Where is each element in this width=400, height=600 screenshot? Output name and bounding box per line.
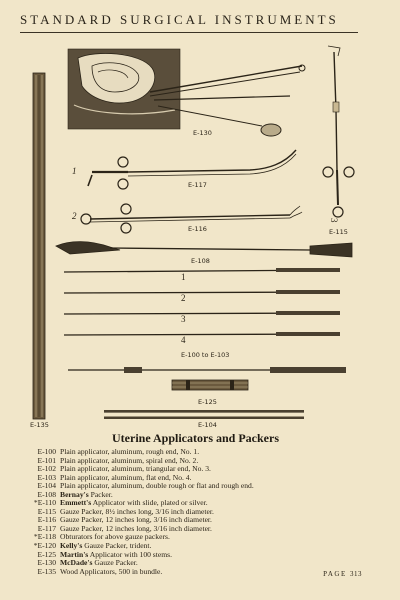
e115-illustration (323, 46, 354, 217)
e125-illustration (172, 380, 248, 390)
item-code: E-104 (37, 481, 56, 491)
page-header-title: STANDARD SURGICAL INSTRUMENTS (20, 12, 339, 27)
item-text: Plain applicator, aluminum, spiral end, No. 2. (60, 455, 199, 465)
e104-caption: E-104 (198, 421, 217, 429)
page-footer (323, 570, 362, 578)
e125-caption: E-125 (198, 398, 217, 406)
wood-applicators-illustration (33, 73, 45, 419)
e130-illustration (68, 49, 305, 136)
applicator-number-2: 2 (181, 293, 186, 303)
item-text: Applicator with slide, plated or silver. (91, 498, 208, 508)
applicator-number-4: 4 (181, 335, 186, 345)
item-code: E-130 (37, 558, 56, 568)
item-text: Plain applicator, aluminum, rough end, No. 1. (60, 447, 200, 456)
applicator-number-3: 3 (181, 314, 186, 324)
e130-caption: E-130 (193, 129, 212, 137)
item-list (22, 448, 362, 576)
item-text: Gauze Packer. (92, 558, 138, 568)
page-label: PAGE (323, 570, 347, 578)
item-text: Obturators for above gauze packers. (60, 532, 170, 542)
item-text: Wood Applicators, 500 in bundle. (60, 566, 163, 576)
item-text: Gauze Packer, 12 inches long, 3/16 inch diameter. (60, 515, 212, 525)
item-maker-name: Martin's (60, 549, 89, 559)
e110-illustration (68, 367, 346, 373)
item-code: E-103 (37, 472, 56, 482)
section-title: Uterine Applicators and Packers (112, 431, 279, 445)
item-maker-name: Bernay's (60, 489, 89, 499)
item-code: E-116 (37, 515, 56, 525)
item-description (60, 568, 362, 577)
e117-caption: E-117 (188, 181, 207, 189)
item-maker-name: McDade's (60, 558, 93, 568)
item-code: E-125 (37, 549, 56, 559)
item-text: Plain applicator, aluminum, double rough or flat and rough end. (60, 481, 254, 491)
item-code: E-100 (37, 447, 56, 456)
applicator-rods (64, 268, 340, 336)
list-item (22, 568, 362, 577)
item-text: Gauze Packer, 12 inches long, 3/16 inch diameter. (60, 523, 212, 533)
item-code: *E-110 (33, 498, 56, 508)
item-code: E-108 (37, 489, 56, 499)
e108-caption: E-108 (191, 257, 210, 265)
e100-e103-caption: E-100 to E-103 (181, 351, 230, 359)
e135-caption: E-135 (30, 421, 49, 429)
item-text: Plain applicator, aluminum, triangular end, No. 3. (60, 464, 211, 474)
e108-illustration (56, 242, 352, 257)
e116-caption: E-116 (188, 225, 207, 233)
item-code: E-135 (37, 566, 56, 576)
item-code: E-102 (37, 464, 56, 474)
page-number: 313 (350, 570, 362, 578)
item-text: Gauze Packer, 8½ inches long, 3/16 inch diameter. (60, 506, 214, 516)
applicator-number-1: 1 (181, 272, 186, 282)
e115-caption: E-115 (329, 228, 348, 236)
e115-number: 3 (329, 218, 339, 223)
item-maker-name: Emmett's (60, 498, 92, 508)
e116-number: 2 (72, 211, 77, 221)
item-text: Packer. (88, 489, 113, 499)
e104-illustration (104, 410, 304, 419)
item-maker-name: Kelly's (60, 541, 83, 551)
item-text: Gauze Packer, trident. (82, 541, 152, 551)
item-code: E-117 (37, 523, 56, 533)
item-text: Applicator with 100 stems. (88, 549, 173, 559)
item-code: *E-120 (33, 541, 56, 551)
item-code: *E-118 (33, 532, 56, 542)
item-code: E-101 (37, 455, 56, 465)
item-code: E-115 (37, 506, 56, 516)
item-text: Plain applicator, aluminum, flat end, No. 4. (60, 472, 192, 482)
e117-number: 1 (72, 166, 77, 176)
